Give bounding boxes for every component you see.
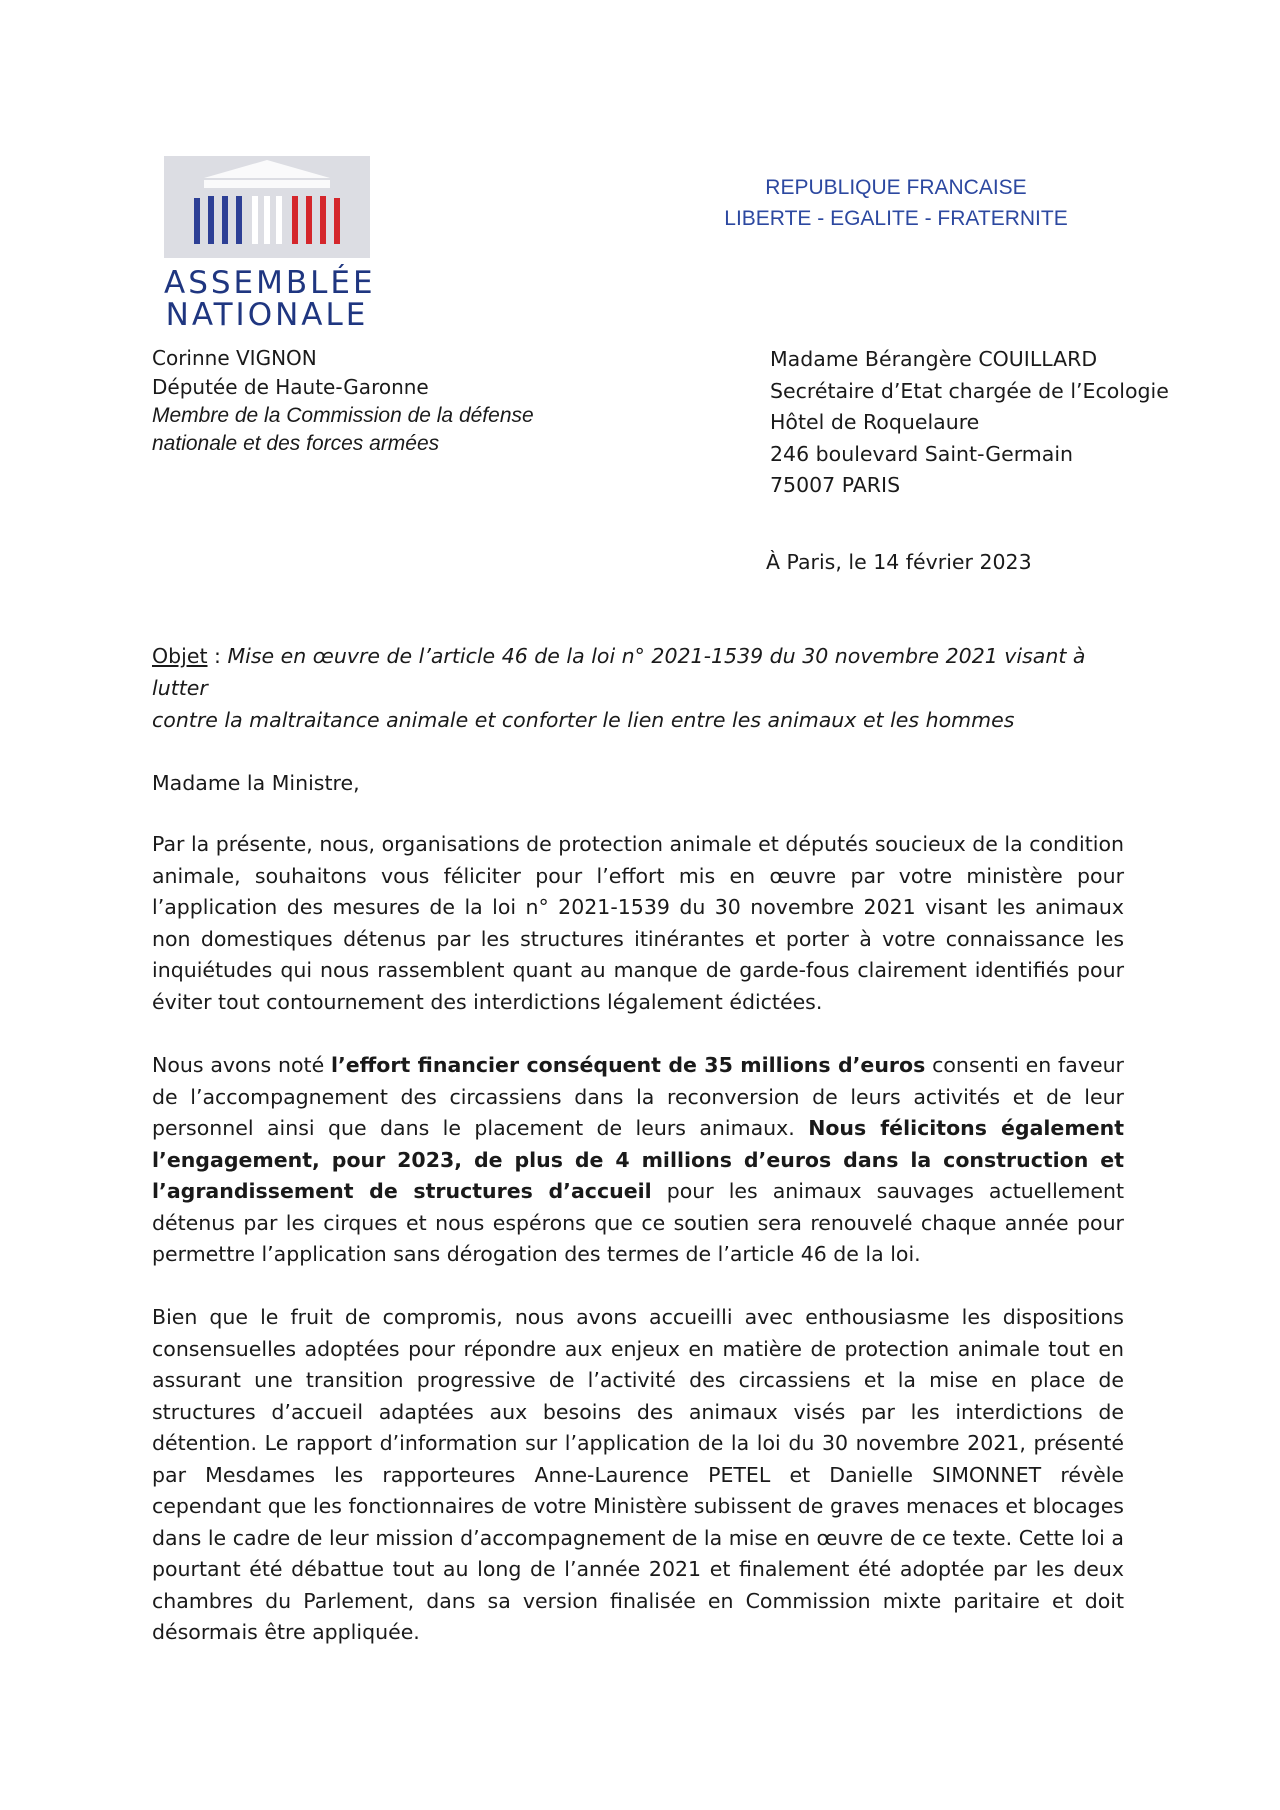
letter-object [152,640,1132,736]
logo-text-line1: ASSEMBLÉE [164,265,376,301]
sender-title: Députée de Haute-Garonne [152,375,429,399]
paragraph-2-text-1: Nous avons noté [152,1053,331,1077]
paragraph-3: Bien que le fruit de compromis, nous avons accueilli avec enthousiasme les dispositions consensuelles adoptées pour répondre aux enjeux en matière de protection animale tout en assurant une transition progressive de l’activité des circassiens et la mise en place de structures d’accueil adaptées aux besoins des animaux visés par les interdictions de détention. Le rapport d’information sur l’application de la loi du 30 novembre 2021, présenté par Mesdames les rapporteures Anne-Laurence PETEL et Danielle SIMONNET révèle cependant que les fonctionnaires de votre Ministère subissent de graves menaces et blocages dans le cadre de leur mission d’accompagnement de la mise en œuvre de ce texte. Cette loi a pourtant été débattue tout au long de l’année 2021 et finalement été adoptée par les deux chambres du Parlement, dans sa version finalisée en Commission mixte paritaire et doit désormais être appliquée. [152,1305,1124,1644]
paragraph-2-bold-1: l’effort financier conséquent de 35 millions d’euros [330,1053,926,1077]
object-label: Objet [152,644,208,668]
recipient-address1: Hôtel de Roquelaure [770,410,980,434]
paragraph-2-bold-2: Nous félicitons également l’engagement, pour 2023, de plus de 4 millions d’euros dans la construction et l’agrandissement de structures d’accueil [152,1116,1124,1203]
assemblee-nationale-logo [164,156,376,333]
sender-name: Corinne VIGNON [152,346,317,370]
logo-text-line2: NATIONALE [165,297,369,333]
object-separator: : [207,644,228,668]
salutation: Madame la Ministre, [152,771,360,795]
paragraph-2-text-2: consenti en faveur de l’accompagnement des circassiens dans la reconversion de leurs activités et de leur personnel ainsi que dans le placement de leurs animaux. [152,1053,1124,1140]
republic-title: REPUBLIQUE FRANCAISE [765,176,1027,199]
object-line2: contre la maltraitance animale et conforter le lien entre les animaux et les hommes [152,708,1015,732]
sender-block [152,344,534,458]
paragraph-1: Par la présente, nous, organisations de protection animale et députés soucieux de la condition animale, souhaitons vous féliciter pour l’effort mis en œuvre par votre ministère pour l’application des mesures de la loi n° 2021-1539 du 30 novembre 2021 visant les animaux non domestiques détenus par les structures itinérantes et porter à votre connaissance les inquiétudes qui nous rassemblent quant au manque de garde-fous clairement identifiés pour éviter tout contournement des interdictions légalement édictées. [152,832,1124,1014]
republic-motto: LIBERTE - EGALITE - FRATERNITE [724,207,1068,230]
object-line1: Mise en œuvre de l’article 46 de la loi n° 2021-1539 du 30 novembre 2021 visant à lutter [152,644,1086,700]
republic-header [666,172,1126,234]
sender-role-line1: Membre de la Commission de la défense [152,404,534,427]
recipient-address2: 246 boulevard Saint-Germain [770,441,1074,466]
logo-emblem [164,156,370,258]
paragraph-2 [152,1050,1124,1271]
recipient-name: Madame Bérangère COUILLARD [770,347,1098,371]
paragraph-2-text-3: pour les animaux sauvages actuellement détenus par les cirques et nous espérons que ce soutien sera renouvelé chaque année pour permettre l’application sans dérogation des termes de l’article 46 de la loi. [152,1179,1124,1266]
recipient-address3: 75007 PARIS [770,473,901,497]
letter-date: À Paris, le 14 février 2023 [766,550,1032,574]
sender-role-line2: nationale et des forces armées [152,432,440,455]
hemicycle-icon [164,156,370,258]
recipient-title: Secrétaire d’Etat chargée de l’Ecologie [770,378,1169,403]
recipient-block [770,344,1169,502]
